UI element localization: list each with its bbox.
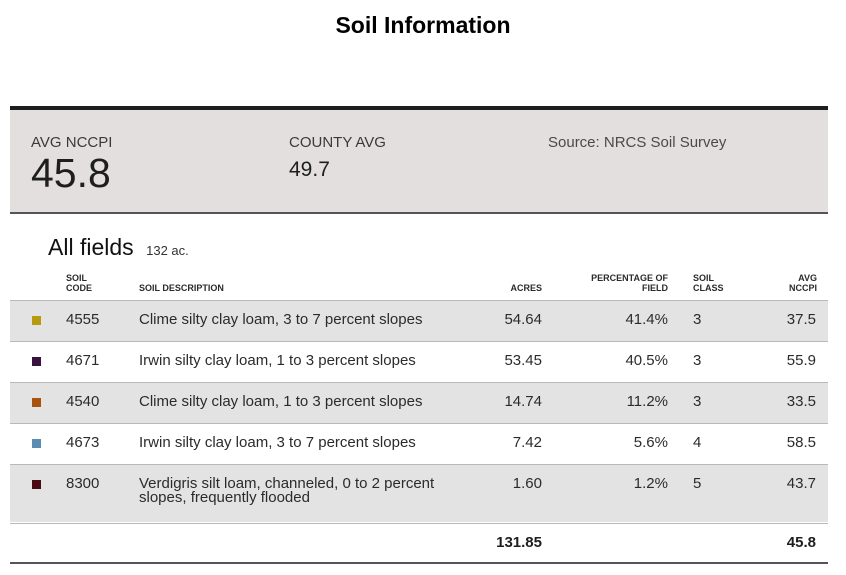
soil-description [139, 436, 469, 450]
summary-panel [10, 106, 828, 214]
soil-acres: 14.74 [504, 393, 542, 410]
col-avg-nccpi [789, 273, 817, 293]
soil-acres: 7.42 [512, 434, 542, 451]
county-avg-label: COUNTY AVG [289, 134, 386, 151]
soil-description [139, 354, 469, 368]
soil-color-swatch [32, 316, 41, 325]
soil-color-swatch [32, 398, 41, 407]
soil-acres: 53.45 [504, 352, 542, 369]
soil-code: 8300 [66, 475, 100, 492]
total-acres: 131.85 [496, 534, 542, 551]
soil-acres: 1.60 [512, 475, 542, 492]
table-row [10, 423, 828, 464]
soil-description-line: Irwin silty clay loam, 3 to 7 percent slopes [139, 434, 416, 451]
total-nccpi: 45.8 [786, 534, 816, 551]
fields-acres: 132 ac. [146, 243, 189, 258]
table-row [10, 382, 828, 423]
table-row [10, 464, 828, 522]
soil-description [139, 313, 469, 327]
soil-code: 4673 [66, 434, 100, 451]
col-avg-nccpi-line1: AVG [798, 273, 817, 283]
soil-percent: 11.2% [626, 393, 668, 410]
avg-nccpi-value: 45.8 [31, 150, 111, 196]
col-soil-code-line2: CODE [66, 283, 93, 293]
col-percentage [591, 273, 668, 293]
col-soil-class [693, 273, 724, 293]
soil-percent: 40.5% [625, 352, 668, 369]
soil-nccpi: 33.5 [786, 393, 816, 410]
soil-color-swatch [32, 357, 41, 366]
source-text: Source: NRCS Soil Survey [548, 134, 727, 151]
soil-percent: 1.2% [633, 475, 668, 492]
col-acres: ACRES [510, 283, 542, 293]
soil-nccpi: 43.7 [786, 475, 816, 492]
table-row [10, 300, 828, 341]
col-soil-code-line1: SOIL [66, 273, 88, 283]
soil-nccpi: 55.9 [786, 352, 816, 369]
col-percentage-line1: PERCENTAGE OF [591, 273, 668, 283]
soil-color-swatch [32, 480, 41, 489]
soil-code: 4540 [66, 393, 100, 410]
col-soil-code [66, 273, 92, 293]
fields-title: All fields [48, 234, 134, 260]
soil-code: 4671 [66, 352, 100, 369]
county-avg-block [289, 134, 386, 182]
county-avg-value: 49.7 [289, 158, 330, 181]
col-soil-class-line1: SOIL [693, 273, 715, 283]
table-row [10, 341, 828, 382]
soil-nccpi: 37.5 [786, 311, 816, 328]
soil-table-body [10, 300, 828, 522]
soil-class: 3 [693, 352, 702, 369]
soil-class: 4 [693, 434, 702, 451]
fields-heading [48, 234, 189, 261]
soil-class: 3 [693, 393, 702, 410]
col-soil-description: SOIL DESCRIPTION [139, 283, 224, 293]
soil-percent: 5.6% [633, 434, 668, 451]
avg-nccpi-block [31, 134, 112, 195]
soil-description-line: Clime silty clay loam, 1 to 3 percent slopes [139, 393, 423, 410]
soil-description [139, 477, 469, 505]
soil-color-swatch [32, 439, 41, 448]
avg-nccpi-label: AVG NCCPI [31, 134, 113, 151]
soil-nccpi: 58.5 [786, 434, 816, 451]
soil-description-line: slopes, frequently flooded [139, 489, 310, 506]
col-soil-class-line2: CLASS [693, 283, 724, 293]
soil-acres: 54.64 [504, 311, 542, 328]
col-avg-nccpi-line2: NCCPI [788, 283, 817, 293]
soil-description-line: Irwin silty clay loam, 1 to 3 percent slopes [139, 352, 416, 369]
soil-description [139, 395, 469, 409]
soil-description-line: Verdigris silt loam, channeled, 0 to 2 percent [139, 475, 435, 492]
soil-code: 4555 [66, 311, 100, 328]
soil-class: 5 [693, 475, 702, 492]
totals-row [10, 523, 828, 564]
soil-percent: 41.4% [625, 311, 668, 328]
soil-description-line: Clime silty clay loam, 3 to 7 percent slopes [139, 311, 423, 328]
page-title: Soil Information [335, 12, 511, 38]
soil-class: 3 [693, 311, 702, 328]
col-percentage-line2: FIELD [642, 283, 668, 293]
source-block [548, 134, 726, 151]
